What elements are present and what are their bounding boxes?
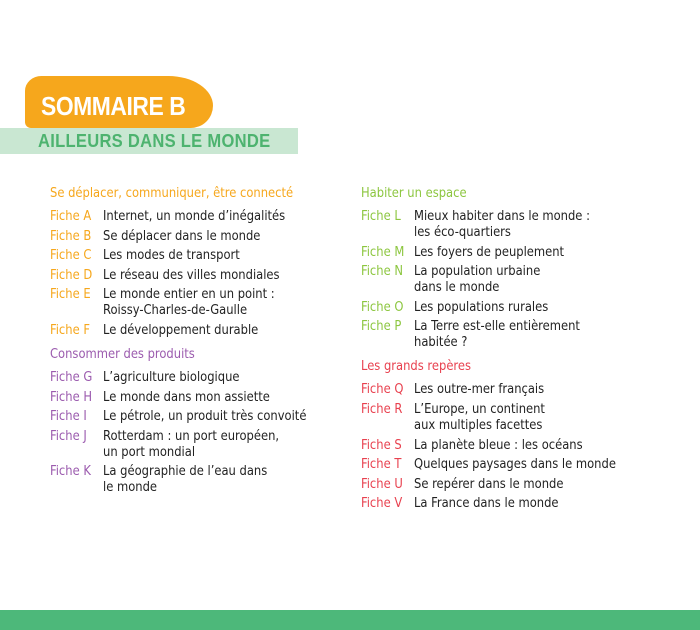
toc-section (50, 185, 350, 338)
toc-entry[interactable] (50, 463, 350, 495)
section-heading: Consommer des produits (50, 345, 195, 362)
toc-entry[interactable] (361, 495, 661, 511)
toc-entry[interactable] (50, 286, 350, 318)
fiche-title: Les populations rurales (414, 298, 549, 315)
toc-entry[interactable] (50, 208, 350, 224)
fiche-title: La population urbaine dans le monde (414, 263, 541, 296)
toc-entry[interactable] (50, 408, 350, 424)
toc-entry[interactable] (50, 322, 350, 338)
fiche-label: Fiche I (50, 408, 87, 425)
fiche-title: Quelques paysages dans le monde (414, 456, 616, 473)
fiche-title: La géographie de l’eau dans le monde (103, 463, 268, 496)
fiche-title: L’Europe, un continent aux multiples facettes (414, 400, 545, 433)
fiche-label: Fiche N (361, 263, 403, 280)
fiche-label: Fiche J (50, 427, 87, 444)
fiche-title: Le pétrole, un produit très convoité (103, 408, 307, 425)
section-heading: Se déplacer, communiquer, être connecté (50, 185, 294, 201)
toc-entry[interactable] (361, 208, 661, 240)
fiche-title: Les modes de transport (103, 247, 240, 264)
toc-section (50, 346, 350, 495)
toc-entry[interactable] (50, 428, 350, 460)
toc-entry[interactable] (50, 389, 350, 405)
toc-entry[interactable] (361, 318, 661, 350)
toc-entry[interactable] (361, 437, 661, 453)
page-title: SOMMAIRE B (41, 91, 186, 121)
fiche-label: Fiche U (361, 475, 403, 492)
fiche-title: Le monde dans mon assiette (103, 388, 270, 405)
fiche-title: La planète bleue : les océans (414, 436, 583, 453)
fiche-title: Le réseau des villes mondiales (103, 266, 280, 283)
fiche-label: Fiche A (50, 208, 92, 224)
fiche-label: Fiche G (50, 368, 93, 385)
fiche-title: Se repérer dans le monde (414, 475, 564, 492)
fiche-label: Fiche L (361, 208, 401, 224)
fiche-label: Fiche C (50, 247, 92, 264)
toc-entry[interactable] (361, 263, 661, 295)
toc-entry[interactable] (361, 299, 661, 315)
toc-entry[interactable] (361, 476, 661, 492)
fiche-title: Rotterdam : un port européen, un port mondial (103, 427, 280, 460)
toc-entry[interactable] (50, 247, 350, 263)
fiche-title: Le monde entier en un point : Roissy-Charles-de-Gaulle (103, 286, 275, 319)
fiche-title: La Terre est-elle entièrement habitée ? (414, 318, 580, 351)
section-heading: Habiter un espace (361, 185, 467, 201)
toc-entry[interactable] (361, 401, 661, 433)
fiche-label: Fiche R (361, 400, 403, 417)
fiche-label: Fiche M (361, 243, 405, 260)
fiche-label: Fiche B (50, 227, 92, 244)
fiche-title: Mieux habiter dans le monde : les éco-quartiers (414, 208, 590, 240)
fiche-label: Fiche S (361, 436, 402, 453)
fiche-title: L’agriculture biologique (103, 368, 240, 385)
toc-entry[interactable] (361, 244, 661, 260)
fiche-label: Fiche V (361, 495, 403, 512)
fiche-title: La France dans le monde (414, 495, 559, 512)
footer-band (0, 610, 700, 630)
fiche-title: Le développement durable (103, 321, 259, 338)
fiche-title: Se déplacer dans le monde (103, 227, 261, 244)
toc-entry[interactable] (50, 228, 350, 244)
fiche-title: Internet, un monde d’inégalités (103, 208, 286, 224)
fiche-title: Les outre-mer français (414, 381, 545, 398)
fiche-label: Fiche D (50, 266, 93, 283)
section-heading: Les grands repères (361, 358, 471, 375)
fiche-label: Fiche F (50, 321, 90, 338)
toc-entry[interactable] (50, 369, 350, 385)
toc-entry[interactable] (50, 267, 350, 283)
fiche-title: Les foyers de peuplement (414, 243, 565, 260)
toc-entry[interactable] (361, 456, 661, 472)
toc-column-right (361, 185, 661, 519)
fiche-label: Fiche O (361, 298, 404, 315)
fiche-label: Fiche E (50, 286, 91, 303)
page-subtitle: AILLEURS DANS LE MONDE (38, 131, 271, 151)
toc-column-left (50, 185, 350, 503)
fiche-label: Fiche Q (361, 381, 404, 398)
fiche-label: Fiche H (50, 388, 93, 405)
toc-section (361, 358, 661, 511)
fiche-label: Fiche P (361, 318, 402, 335)
fiche-label: Fiche T (361, 456, 402, 473)
toc-entry[interactable] (361, 381, 661, 397)
fiche-label: Fiche K (50, 463, 91, 480)
toc-section (361, 185, 661, 350)
